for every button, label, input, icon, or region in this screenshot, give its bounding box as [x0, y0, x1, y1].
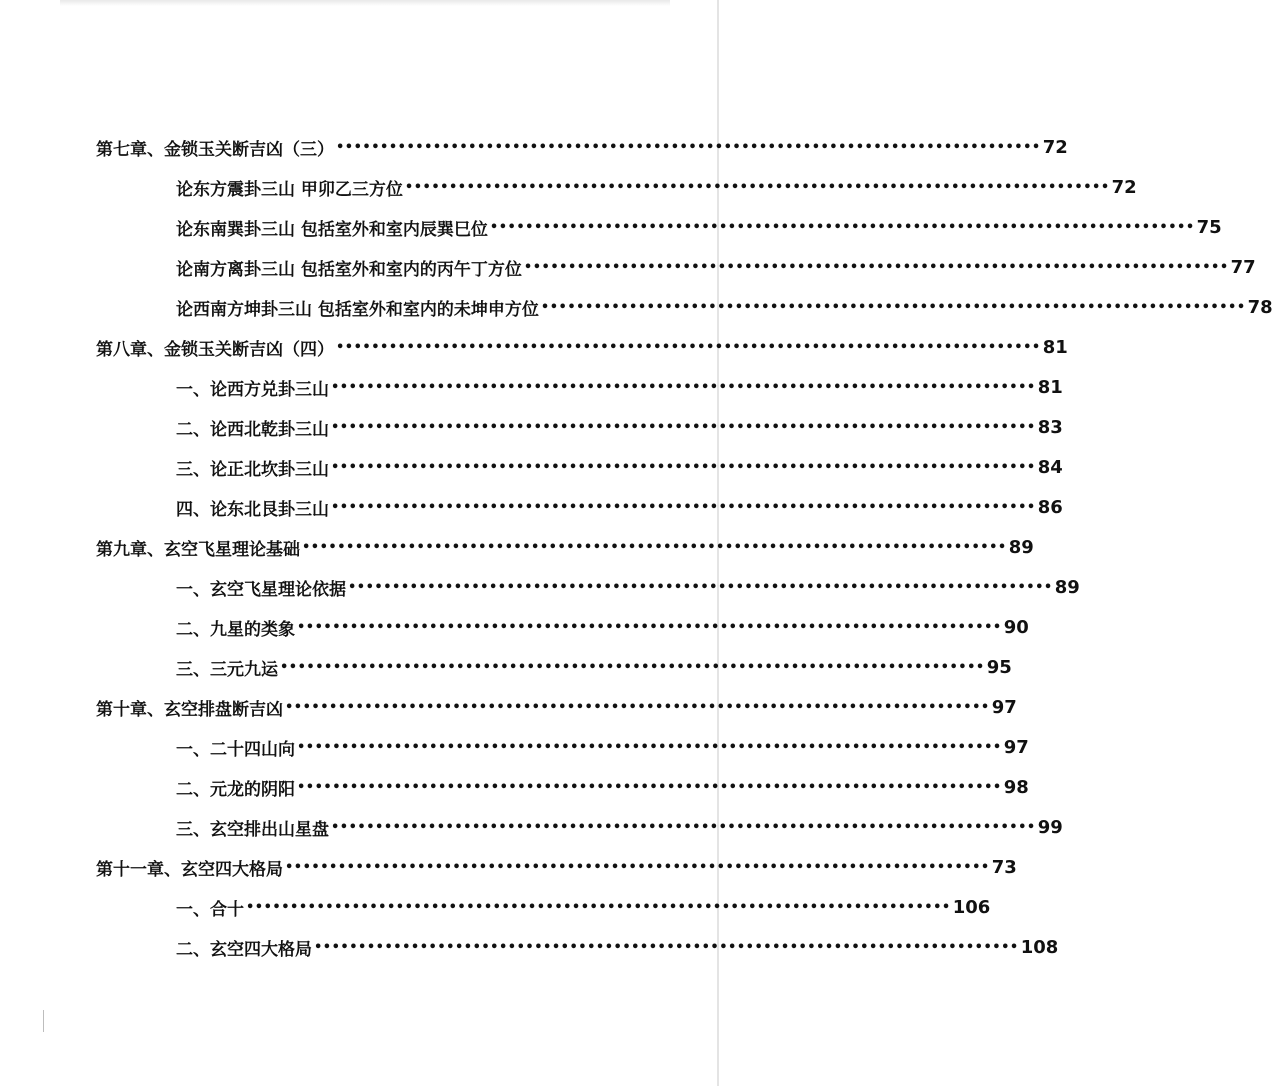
toc-entry-title: 论南方离卦三山 包括室外和室内的丙午丁方位 [176, 259, 522, 280]
toc-entry-title: 四、论东北艮卦三山 [176, 499, 329, 520]
dot-leader: •••••••••••••••••••••••••••••••••••••••••••••••••••••••••••••••••••••••••••••••• [331, 379, 1036, 395]
toc-entry-page: 75 [1196, 216, 1222, 238]
toc-entry-section[interactable] [0, 447, 1063, 487]
toc-entry-page: 77 [1230, 256, 1256, 278]
toc-entry-title: 三、三元九运 [176, 659, 278, 680]
toc-entry-section[interactable] [0, 367, 1063, 407]
dot-leader: •••••••••••••••••••••••••••••••••••••••••••••••••••••••••••••••••••••••••••••••• [331, 499, 1036, 515]
dot-leader: •••••••••••••••••••••••••••••••••••••••••••••••••••••••••••••••••••••••••••••••• [331, 459, 1036, 475]
toc-entry-page: 83 [1037, 416, 1063, 438]
toc-entry-section[interactable] [0, 567, 1080, 607]
toc-entry-title: 论东南巽卦三山 包括室外和室内辰巽巳位 [176, 219, 488, 240]
toc-entry-title: 三、论正北坎卦三山 [176, 459, 329, 480]
toc-entry-section[interactable] [0, 207, 1222, 247]
toc-entry-page: 81 [1042, 336, 1068, 358]
toc-entry-chapter-9[interactable] [0, 527, 1034, 567]
toc-entry-title: 第十一章、玄空四大格局 [96, 859, 283, 880]
dot-leader: •••••••••••••••••••••••••••••••••••••••••••••••••••••••••••••••••••••••••••••••• [336, 339, 1041, 355]
toc-entry-title: 二、九星的类象 [176, 619, 295, 640]
toc-entry-title: 论西南方坤卦三山 包括室外和室内的未坤申方位 [176, 299, 539, 320]
dot-leader: •••••••••••••••••••••••••••••••••••••••••••••••••••••••••••••••••••••••••••••••• [523, 259, 1229, 275]
dot-leader: •••••••••••••••••••••••••••••••••••••••••••••••••••••••••••••••••••••••••••••••• [246, 899, 951, 915]
toc-entry-title: 第八章、金锁玉关断吉凶（四） [96, 339, 334, 360]
dot-leader: •••••••••••••••••••••••••••••••••••••••••••••••••••••••••••••••••••••••••••••••• [302, 539, 1007, 555]
toc-entry-page: 95 [986, 656, 1012, 678]
dot-leader: •••••••••••••••••••••••••••••••••••••••••••••••••••••••••••••••••••••••••••••••• [489, 219, 1195, 235]
toc-entry-section[interactable] [0, 887, 991, 927]
toc-entry-title: 一、二十四山向 [176, 739, 295, 760]
toc-entry-section[interactable] [0, 487, 1063, 527]
dot-leader: •••••••••••••••••••••••••••••••••••••••••••••••••••••••••••••••••••••••••••••••• [348, 579, 1053, 595]
dot-leader: •••••••••••••••••••••••••••••••••••••••••••••••••••••••••••••••••••••••••••••••• [540, 299, 1246, 315]
toc-entry-page: 89 [1054, 576, 1080, 598]
toc-entry-title: 第十章、玄空排盘断吉凶 [96, 699, 283, 720]
dot-leader: •••••••••••••••••••••••••••••••••••••••••••••••••••••••••••••••••••••••••••••••• [285, 699, 990, 715]
scan-mark [43, 1010, 44, 1032]
dot-leader: •••••••••••••••••••••••••••••••••••••••••••••••••••••••••••••••••••••••••••••••• [314, 939, 1019, 955]
toc-entry-section[interactable] [0, 767, 1029, 807]
toc-entry-page: 73 [991, 856, 1017, 878]
toc-entry-title: 二、元龙的阴阳 [176, 779, 295, 800]
toc-entry-page: 78 [1247, 296, 1273, 318]
toc-entry-page: 97 [991, 696, 1017, 718]
dot-leader: •••••••••••••••••••••••••••••••••••••••••••••••••••••••••••••••••••••••••••••••• [297, 619, 1002, 635]
dot-leader: •••••••••••••••••••••••••••••••••••••••••••••••••••••••••••••••••••••••••••••••• [297, 739, 1002, 755]
toc-entry-page: 84 [1037, 456, 1063, 478]
toc-entry-page: 99 [1037, 816, 1063, 838]
toc-entry-title: 论东方震卦三山 甲卯乙三方位 [176, 179, 403, 200]
toc-entry-title: 第七章、金锁玉关断吉凶（三） [96, 139, 334, 160]
dot-leader: •••••••••••••••••••••••••••••••••••••••••••••••••••••••••••••••••••••••••••••••• [404, 179, 1110, 195]
dot-leader: •••••••••••••••••••••••••••••••••••••••••••••••••••••••••••••••••••••••••••••••• [331, 419, 1036, 435]
toc-entry-section[interactable] [0, 167, 1137, 207]
toc-entry-chapter-11[interactable] [0, 847, 1017, 887]
toc-entry-section[interactable] [0, 287, 1273, 327]
toc-entry-page: 72 [1042, 136, 1068, 158]
toc-entry-page: 72 [1111, 176, 1137, 198]
toc-entry-section[interactable] [0, 807, 1063, 847]
toc-entry-title: 一、合十 [176, 899, 244, 920]
dot-leader: •••••••••••••••••••••••••••••••••••••••••••••••••••••••••••••••••••••••••••••••• [297, 779, 1002, 795]
toc-entry-chapter-7[interactable] [0, 127, 1068, 167]
dot-leader: •••••••••••••••••••••••••••••••••••••••••••••••••••••••••••••••••••••••••••••••• [280, 659, 985, 675]
toc-entry-page: 106 [952, 896, 991, 918]
toc-entry-section[interactable] [0, 247, 1256, 287]
dot-leader: •••••••••••••••••••••••••••••••••••••••••••••••••••••••••••••••••••••••••••••••• [336, 139, 1041, 155]
toc-entry-page: 98 [1003, 776, 1029, 798]
toc-entry-section[interactable] [0, 927, 1059, 967]
toc-entry-title: 一、论西方兑卦三山 [176, 379, 329, 400]
toc-entry-title: 三、玄空排出山星盘 [176, 819, 329, 840]
toc-entry-section[interactable] [0, 607, 1029, 647]
dot-leader: •••••••••••••••••••••••••••••••••••••••••••••••••••••••••••••••••••••••••••••••• [331, 819, 1036, 835]
toc-entry-section[interactable] [0, 647, 1012, 687]
toc-entry-page: 108 [1020, 936, 1059, 958]
toc-entry-title: 二、论西北乾卦三山 [176, 419, 329, 440]
dot-leader: •••••••••••••••••••••••••••••••••••••••••••••••••••••••••••••••••••••••••••••••• [285, 859, 990, 875]
page-top-shadow [60, 0, 670, 6]
toc-entry-title: 二、玄空四大格局 [176, 939, 312, 960]
toc-entry-title: 一、玄空飞星理论依据 [176, 579, 346, 600]
toc-entry-page: 89 [1008, 536, 1034, 558]
toc-entry-chapter-8[interactable] [0, 327, 1068, 367]
toc-entry-page: 86 [1037, 496, 1063, 518]
table-of-contents [0, 127, 1273, 967]
toc-entry-section[interactable] [0, 727, 1029, 767]
toc-entry-title: 第九章、玄空飞星理论基础 [96, 539, 300, 560]
toc-entry-section[interactable] [0, 407, 1063, 447]
toc-entry-page: 81 [1037, 376, 1063, 398]
toc-entry-page: 97 [1003, 736, 1029, 758]
toc-entry-page: 90 [1003, 616, 1029, 638]
toc-entry-chapter-10[interactable] [0, 687, 1017, 727]
